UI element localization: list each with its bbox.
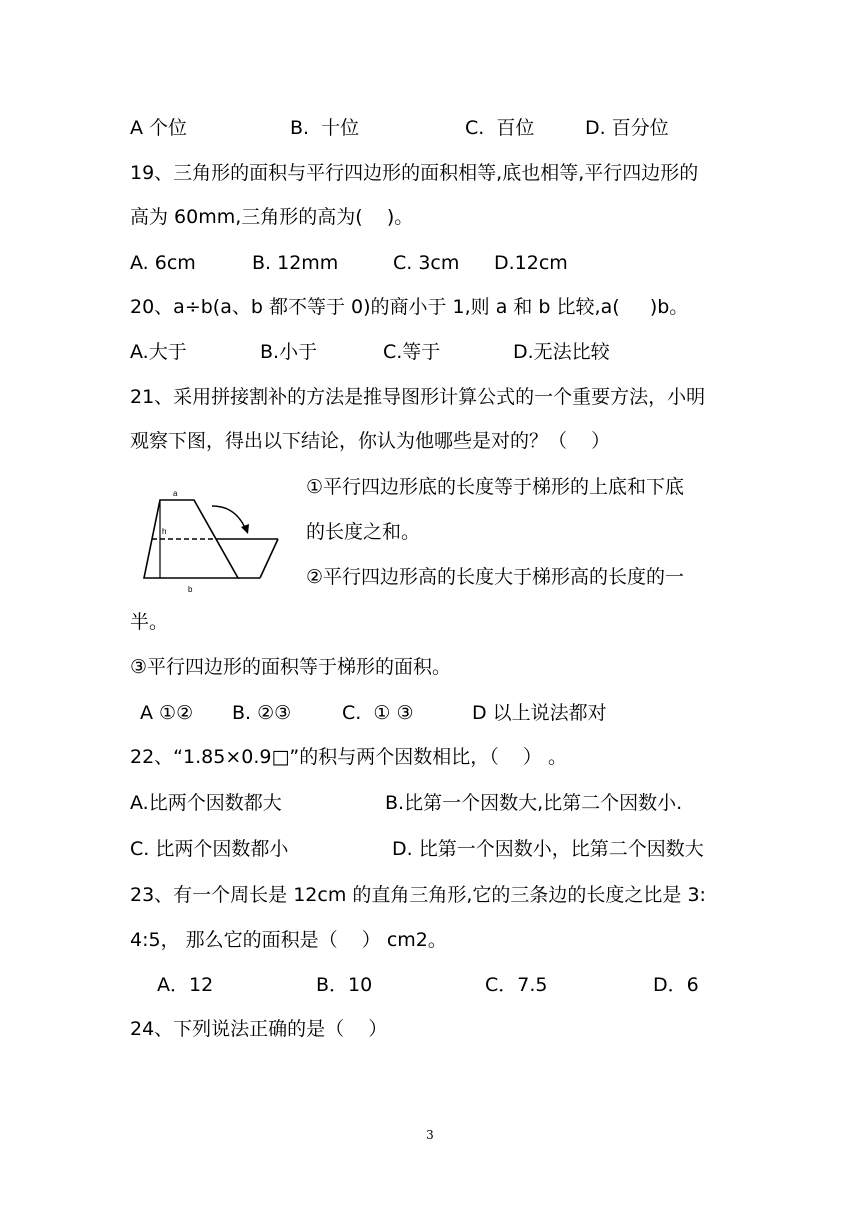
q21-option-d: D 以上说法都对 [472, 702, 607, 724]
q23-text-line2: 4:5， 那么它的面积是（ ） cm2。 [130, 929, 447, 951]
q19-option-b: B. 12mm [252, 252, 339, 274]
q21-text-line1: 21、采用拼接割补的方法是推导图形计算公式的一个重要方法，小明 [130, 386, 706, 408]
q18-option-b: B. 十位 [290, 117, 360, 139]
q19-text-line1: 19、三角形的面积与平行四边形的面积相等,底也相等,平行四边形的 [130, 162, 699, 184]
arrow-head [241, 524, 249, 534]
q19-text-line2: 高为 60mm,三角形的高为( )。 [130, 206, 414, 228]
q22-option-a: A.比两个因数都大 [130, 792, 282, 814]
q23-option-a: A．12 [157, 974, 214, 996]
q20-text-line1: 20、a÷b(a、b 都不等于 0)的商小于 1,则 a 和 b 比较,a( )b。 [130, 296, 689, 318]
q20-option-a: A.大于 [130, 341, 187, 363]
q21-statement-3: ③平行四边形的面积等于梯形的面积。 [130, 656, 452, 678]
q22-option-b: B.比第一个因数大,比第二个因数小. [385, 792, 683, 814]
q21-text-line2: 观察下图，得出以下结论，你认为他哪些是对的？（ ） [130, 430, 611, 452]
label-h: h [162, 527, 167, 536]
q20-option-d: D.无法比较 [513, 341, 610, 363]
q22-text-line1: 22、“1.85×0.9□”的积与两个因数相比，（ ） 。 [130, 746, 567, 768]
parallelogram-right-edge [260, 539, 278, 578]
rotation-arrow [212, 506, 246, 530]
q21-statement-1a: ①平行四边形底的长度等于梯形的上底和下底 [306, 476, 685, 498]
q21-option-c: C. ① ③ [342, 702, 414, 724]
q21-option-a: A ①② [140, 702, 194, 724]
q20-option-c: C.等于 [383, 341, 441, 363]
q22-option-d: D. 比第一个因数小，比第二个因数大 [392, 838, 704, 860]
q19-option-a: A. 6cm [130, 252, 196, 274]
q23-option-c: C．7.5 [485, 974, 548, 996]
q19-option-c: C. 3cm [393, 252, 460, 274]
label-a: a [173, 489, 178, 498]
q21-statement-1b: 的长度之和。 [306, 521, 421, 543]
q20-option-b: B.小于 [260, 341, 318, 363]
q24-text-line1: 24、下列说法正确的是（ ） [130, 1018, 388, 1040]
q23-option-b: B．10 [316, 974, 373, 996]
q21-option-b: B. ②③ [232, 702, 292, 724]
q19-option-d: D.12cm [494, 252, 568, 274]
label-b: b [188, 585, 193, 594]
q23-option-d: D．6 [653, 974, 699, 996]
q21-statement-2b: 半。 [130, 611, 169, 633]
trapezoid-figure [128, 484, 286, 596]
q18-option-a: A 个位 [130, 117, 188, 139]
page-number: 3 [426, 1128, 434, 1142]
q22-option-c: C. 比两个因数都小 [130, 838, 289, 860]
q23-text-line1: 23、有一个周长是 12cm 的直角三角形,它的三条边的长度之比是 3: [130, 884, 706, 906]
q21-statement-2a: ②平行四边形高的长度大于梯形高的长度的一 [306, 566, 685, 588]
q18-option-d: D. 百分位 [585, 117, 669, 139]
q18-option-c: C. 百位 [465, 117, 535, 139]
